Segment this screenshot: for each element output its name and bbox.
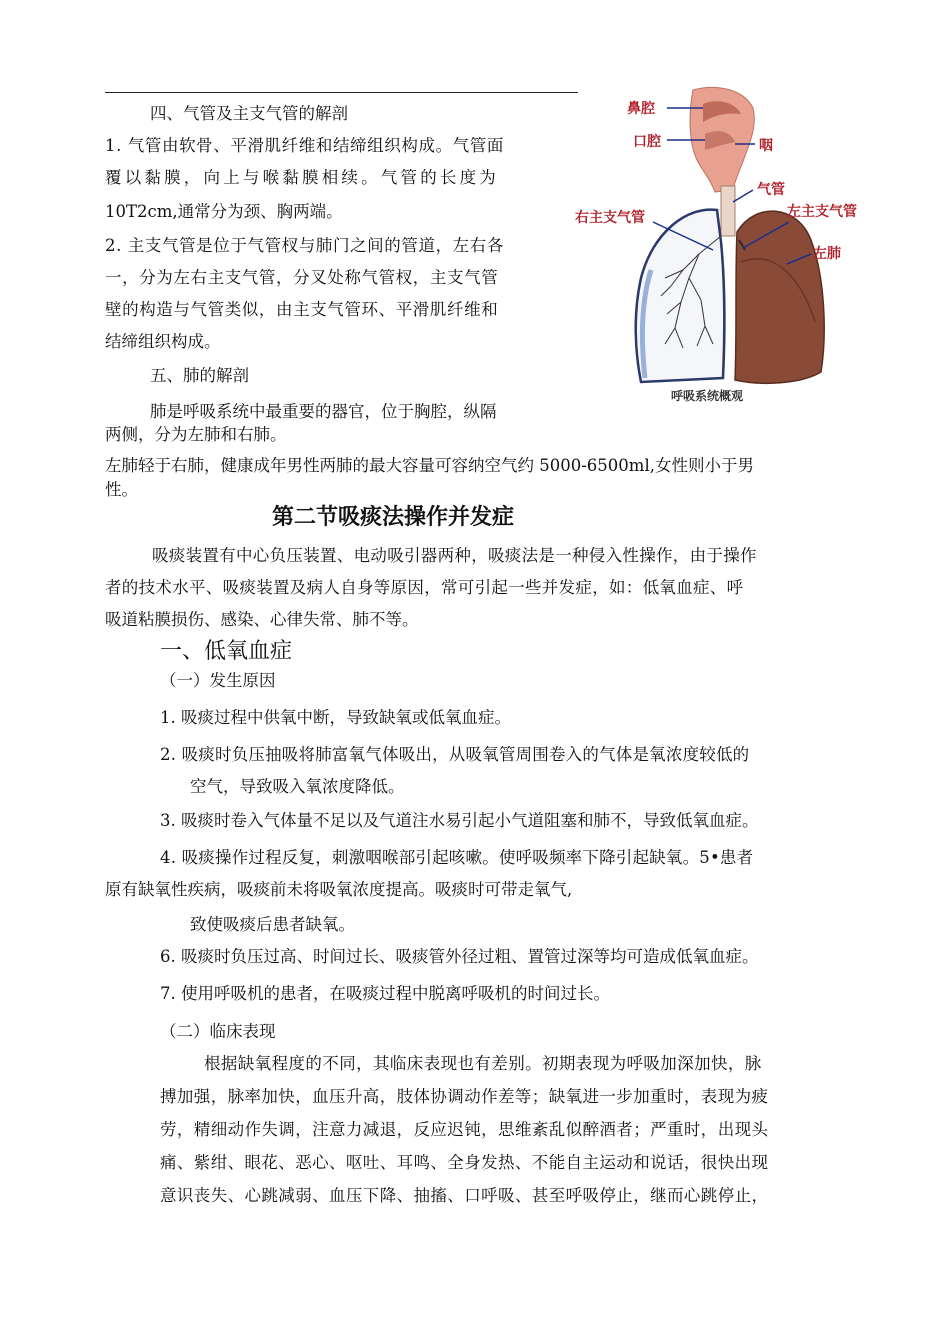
- clinical-line3: 劳，精细动作失调，注意力减退，反应迟钝，思维紊乱似醉酒者；严重时，出现头: [160, 1120, 769, 1139]
- cause-item-4-line2: 原有缺氧性疾病，吸痰前未将吸氧浓度提高。吸痰时可带走氧气,: [105, 880, 573, 899]
- clinical-line2: 搏加强，脉率加快，血压升高，肢体协调动作差等；缺氧进一步加重时，表现为疲: [160, 1087, 769, 1106]
- trachea-shape: [721, 186, 735, 236]
- para2-line4: 结缔组织构成。: [105, 332, 221, 351]
- clinical-line5: 意识丧失、心跳减弱、血压下降、抽搐、口呼吸、甚至呼吸停止，继而心跳停止，: [160, 1186, 769, 1205]
- para3-line1: 肺是呼吸系统中最重要的器官，位于胸腔，纵隔: [150, 402, 497, 421]
- para4-line2: 性。: [105, 480, 138, 499]
- label-pharynx: 咽: [759, 138, 773, 154]
- label-right-bronchus: 右主支气管: [575, 210, 645, 226]
- cause-item-4-line3: 致使吸痰后患者缺氧。: [190, 915, 355, 934]
- label-trachea: 气管: [757, 182, 785, 198]
- para1-line2: 覆以黏膜，向上与喉黏膜相续。气管的长度为: [105, 168, 499, 187]
- heading-trachea: 四、气管及主支气管的解剖: [150, 104, 348, 123]
- cause-item-2-line2: 空气，导致吸入氧浓度降低。: [190, 777, 405, 796]
- para1-line1: 1. 气管由软骨、平滑肌纤维和结缔组织构成。气管面: [105, 136, 504, 155]
- intro-line2: 者的技术水平、吸痰装置及病人自身等原因，常可引起一些并发症，如：低氧血症、呼: [105, 578, 744, 597]
- cause-item-4-line1: 4. 吸痰操作过程反复，刺激咽喉部引起咳嗽。使呼吸频率下降引起缺氧。5•患者: [160, 848, 754, 867]
- label-oral: 口腔: [633, 134, 661, 150]
- left-lung-shape: [735, 211, 824, 383]
- para2-line1: 2. 主支气管是位于气管杈与肺门之间的管道，左右各: [105, 236, 504, 255]
- heading-lung: 五、肺的解剖: [150, 366, 249, 385]
- intro-line3: 吸道粘膜损伤、感染、心律失常、肺不等。: [105, 610, 419, 629]
- clinical-line1: 根据缺氧程度的不同，其临床表现也有差别。初期表现为呼吸加深加快，脉: [204, 1054, 762, 1073]
- para2-line3: 壁的构造与气管类似，由主支气管环、平滑肌纤维和: [105, 300, 499, 319]
- label-left-bronchus: 左主支气管: [787, 204, 857, 220]
- subheading-clinical: （二）临床表现: [160, 1022, 276, 1041]
- para4-line1: 左肺轻于右肺，健康成年男性两肺的最大容量可容纳空气约 5000-6500ml,女性则小于男: [105, 456, 754, 475]
- heading-hypoxemia: 一、低氧血症: [160, 639, 293, 664]
- cause-item-6: 6. 吸痰时负压过高、时间过长、吸痰管外径过粗、置管过深等均可造成低氧血症。: [160, 947, 759, 966]
- cause-item-2-line1: 2. 吸痰时负压抽吸将肺富氧气体吸出，从吸氧管周围卷入的气体是氧浓度较低的: [160, 745, 750, 764]
- subheading-causes: （一）发生原因: [160, 671, 276, 690]
- intro-line1: 吸痰装置有中心负压装置、电动吸引器两种，吸痰法是一种侵入性操作，由于操作: [152, 546, 757, 565]
- cause-item-7: 7. 使用呼吸机的患者，在吸痰过程中脱离呼吸机的时间过长。: [160, 984, 610, 1003]
- figure-caption: 呼吸系统概观: [671, 389, 744, 403]
- right-lung-shape: [636, 210, 725, 382]
- label-nasal: 鼻腔: [627, 101, 655, 117]
- para1-line3: 10T2cm,通常分为颈、胸两端。: [105, 202, 343, 221]
- para3-line2: 两侧，分为左肺和右肺。: [105, 425, 287, 444]
- respiratory-system-figure: [575, 82, 875, 412]
- section-title: 第二节吸痰法操作并发症: [272, 505, 515, 530]
- cause-item-1: 1. 吸痰过程中供氧中断，导致缺氧或低氧血症。: [160, 708, 511, 727]
- para2-line2: 一，分为左右主支气管，分叉处称气管杈，主支气管: [105, 268, 499, 287]
- header-rule: [105, 92, 578, 93]
- clinical-line4: 痛、紫绀、眼花、恶心、呕吐、耳鸣、全身发热、不能自主运动和说话，很快出现: [160, 1153, 769, 1172]
- cause-item-3: 3. 吸痰时卷入气体量不足以及气道注水易引起小气道阻塞和肺不，导致低氧血症。: [160, 811, 759, 830]
- label-left-lung: 左肺: [813, 246, 841, 262]
